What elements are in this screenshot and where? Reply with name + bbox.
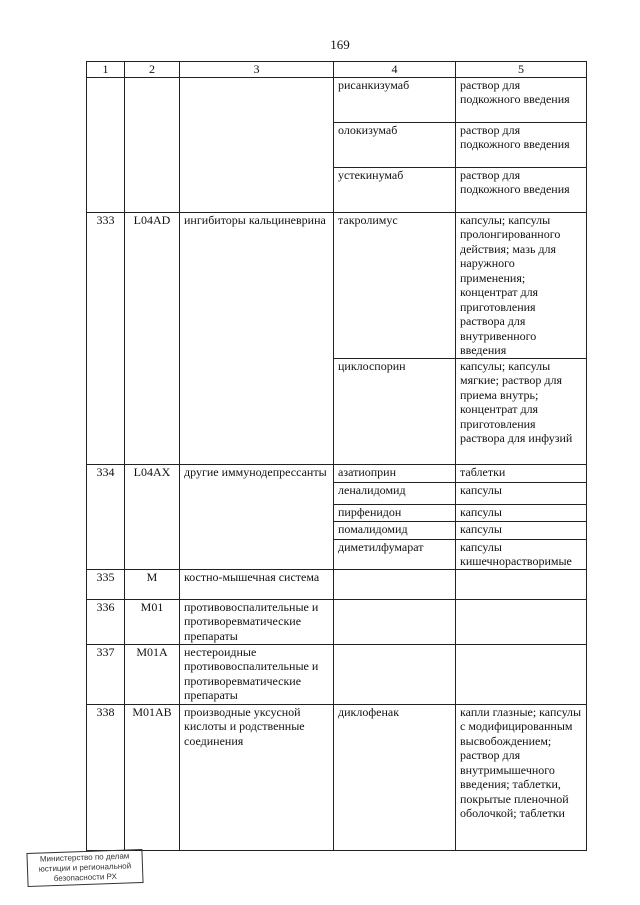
atc-code-cell (125, 122, 180, 167)
drug-name-cell: олокизумаб (334, 122, 456, 167)
row-number-cell: 334 (87, 464, 125, 482)
drug-name-cell: циклоспорин (334, 358, 456, 464)
table-row (87, 212, 587, 358)
drug-name-cell: диклофенак (334, 704, 456, 850)
atc-code-cell (125, 539, 180, 569)
group-name-cell: противовоспалительные и противоревматические препараты (180, 599, 334, 644)
column-header: 2 (125, 62, 180, 78)
column-header: 3 (180, 62, 334, 78)
group-name-cell (180, 167, 334, 212)
atc-code-cell (125, 358, 180, 464)
row-number-cell: 333 (87, 212, 125, 358)
stamp-line: юстиции и региональной (38, 861, 132, 874)
group-name-cell: ингибиторы кальциневрина (180, 212, 334, 358)
row-number-cell: 336 (87, 599, 125, 644)
dosage-form-cell: капсулы; капсулы пролонгированного действия; мазь для наружного применения; концентрат для приготовления раствора для внутривенного введения (456, 212, 587, 358)
drug-name-cell: пирфенидон (334, 504, 456, 521)
row-number-cell (87, 521, 125, 539)
group-name-cell (180, 504, 334, 521)
column-header: 4 (334, 62, 456, 78)
atc-code-cell: L04AX (125, 464, 180, 482)
drug-name-cell (334, 569, 456, 599)
table-row (87, 167, 587, 212)
table-row (87, 504, 587, 521)
atc-code-cell (125, 504, 180, 521)
dosage-form-cell (456, 599, 587, 644)
dosage-form-cell: капсулы (456, 521, 587, 539)
group-name-cell (180, 122, 334, 167)
dosage-form-cell: таблетки (456, 464, 587, 482)
row-number-cell (87, 358, 125, 464)
dosage-form-cell: раствор для подкожного введения (456, 77, 587, 122)
atc-code-cell: M (125, 569, 180, 599)
drug-name-cell: диметилфумарат (334, 539, 456, 569)
drug-name-cell: устекинумаб (334, 167, 456, 212)
table-row (87, 704, 587, 850)
atc-code-cell (125, 77, 180, 122)
row-number-cell (87, 167, 125, 212)
page-number: 169 (330, 37, 350, 52)
drug-name-cell (334, 599, 456, 644)
stamp-line: безопасности РХ (53, 871, 118, 884)
group-name-cell: другие иммунодепрессанты (180, 464, 334, 482)
atc-code-cell: M01A (125, 644, 180, 704)
atc-code-cell (125, 167, 180, 212)
table-row (87, 569, 587, 599)
row-number-cell: 338 (87, 704, 125, 850)
dosage-form-cell: раствор для подкожного введения (456, 167, 587, 212)
ministry-stamp (26, 849, 143, 887)
table-row (87, 644, 587, 704)
row-number-cell: 335 (87, 569, 125, 599)
table-row (87, 482, 587, 504)
table-row (87, 122, 587, 167)
table-row (87, 464, 587, 482)
table-row (87, 358, 587, 464)
atc-code-cell (125, 482, 180, 504)
atc-code-cell (125, 521, 180, 539)
table-row (87, 521, 587, 539)
row-number-cell (87, 482, 125, 504)
atc-code-cell: M01AB (125, 704, 180, 850)
row-number-cell (87, 539, 125, 569)
row-number-cell: 337 (87, 644, 125, 704)
stamp-line: Министерство по делам (39, 851, 130, 864)
drug-name-cell: рисанкизумаб (334, 77, 456, 122)
group-name-cell: производные уксусной кислоты и родственные соединения (180, 704, 334, 850)
atc-code-cell: L04AD (125, 212, 180, 358)
drug-name-cell: азатиоприн (334, 464, 456, 482)
drug-name-cell: леналидомид (334, 482, 456, 504)
dosage-form-cell: капли глазные; капсулы с модифицированным высвобождением; раствор для внутримышечного введения; таблетки, покрытые пленочной оболочкой; таблетки (456, 704, 587, 850)
dosage-form-cell (456, 569, 587, 599)
drug-name-cell (334, 644, 456, 704)
group-name-cell (180, 482, 334, 504)
group-name-cell: костно-мышечная система (180, 569, 334, 599)
dosage-form-cell: капсулы; капсулы мягкие; раствор для приема внутрь; концентрат для приготовления раствора для инфузий (456, 358, 587, 464)
row-number-cell (87, 504, 125, 521)
drug-name-cell: такролимус (334, 212, 456, 358)
table-row (87, 77, 587, 122)
drug-name-cell: помалидомид (334, 521, 456, 539)
drug-classification-table (86, 61, 587, 851)
atc-code-cell: M01 (125, 599, 180, 644)
row-number-cell (87, 122, 125, 167)
table-row (87, 539, 587, 569)
dosage-form-cell: капсулы (456, 504, 587, 521)
group-name-cell (180, 539, 334, 569)
dosage-form-cell (456, 644, 587, 704)
group-name-cell (180, 521, 334, 539)
group-name-cell (180, 77, 334, 122)
table-row (87, 599, 587, 644)
table-header-row (87, 62, 587, 78)
column-header: 5 (456, 62, 587, 78)
column-header: 1 (87, 62, 125, 78)
dosage-form-cell: капсулы (456, 482, 587, 504)
row-number-cell (87, 77, 125, 122)
group-name-cell: нестероидные противовоспалительные и противоревматические препараты (180, 644, 334, 704)
group-name-cell (180, 358, 334, 464)
dosage-form-cell: капсулы кишечнорастворимые (456, 539, 587, 569)
dosage-form-cell: раствор для подкожного введения (456, 122, 587, 167)
